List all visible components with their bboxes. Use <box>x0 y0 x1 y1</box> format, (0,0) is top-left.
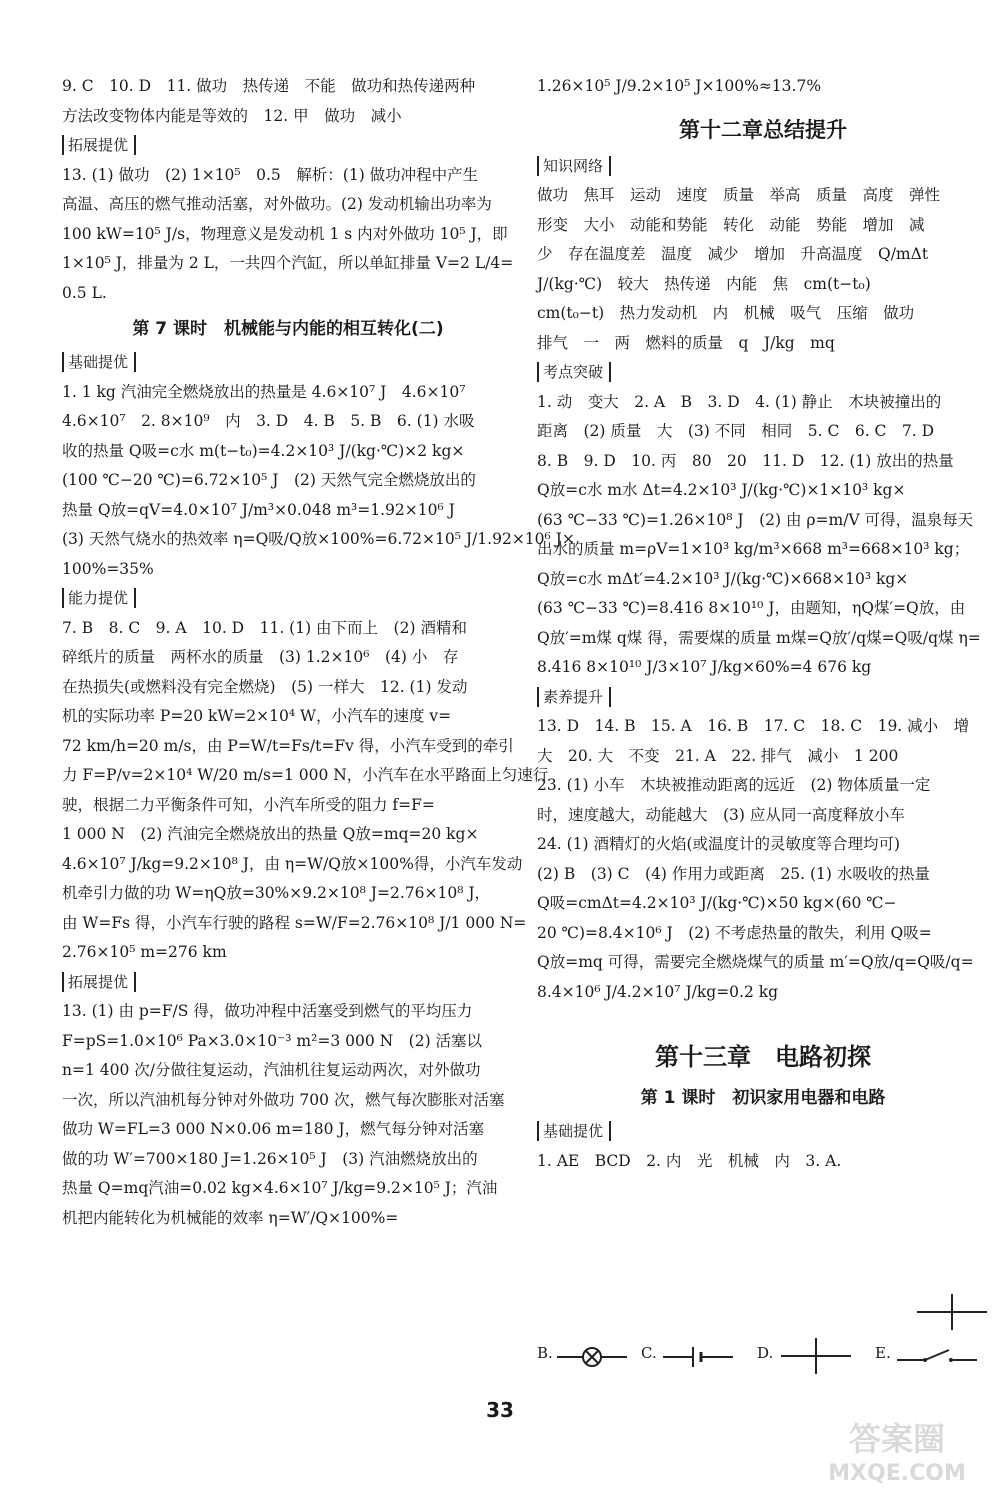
text-line: 1. 动 变大 2. A B 3. D 4. (1) 静止 木块被撞出的 <box>537 392 942 411</box>
lamp-symbol-icon <box>557 1344 627 1370</box>
section-label: 能力提优 <box>62 588 132 608</box>
section-row <box>62 968 514 998</box>
text-line: 大 20. 大 不变 21. A 22. 排气 减小 1 200 <box>537 746 899 765</box>
text-line: 13. (1) 做功 (2) 1×10⁵ 0.5 解析：(1) 做功冲程中产生 <box>62 165 479 184</box>
text-line: 2.76×10⁵ m=276 km <box>62 943 227 961</box>
text-line: 方法改变物体内能是等效的 12. 甲 做功 减小 <box>62 106 402 125</box>
text-line: 少 存在温度差 温度 减少 增加 升高温度 Q/mΔt <box>537 245 929 263</box>
lesson-heading: 第 7 课时 机械能与内能的相互转化(二) <box>132 319 444 339</box>
text-line: 100 kW=10⁵ J/s，物理意义是发动机 1 s 内对外做功 10⁵ J，即 <box>62 224 508 243</box>
watermark-logo <box>812 1410 982 1488</box>
text-line: (63 ℃−33 ℃)=8.416 8×10¹⁰ J，由题知，ηQ煤′=Q放，由 <box>537 599 966 617</box>
text-line: n=1 400 次/分做往复运动，汽油机往复运动两次，对外做功 <box>62 1061 481 1079</box>
text-line: 碎纸片的质量 两杯水的质量 (3) 1.2×10⁶ (4) 小 存 <box>62 648 459 666</box>
text-line: 收的热量 Q吸=c水 m(t−t₀)=4.2×10³ J/(kg·℃)×2 kg× <box>62 441 465 460</box>
text-line: (2) B (3) C (4) 作用力或距离 25. (1) 水吸收的热量 <box>537 864 930 883</box>
text-line: 8. B 9. D 10. 丙 80 20 11. D 12. (1) 放出的热量 <box>537 451 954 470</box>
section-row <box>537 1117 989 1147</box>
text-line: Q放=mq 可得，需要完全燃烧煤气的质量 m′=Q放/q=Q吸/q= <box>537 953 974 971</box>
text-line: 时，速度越大，动能越大 (3) 应从同一高度释放小车 <box>537 805 905 824</box>
section-label: 素养提升 <box>537 687 607 707</box>
text-line: 做功 焦耳 运动 速度 质量 举高 质量 高度 弹性 <box>537 186 941 204</box>
symbol-a-crossing-icon <box>917 1292 987 1332</box>
text-line: 高温、高压的燃气推动活塞，对外做功。(2) 发动机输出功率为 <box>62 195 492 213</box>
section-row <box>62 348 514 378</box>
text-line: 1×10⁵ J，排量为 2 L，一共四个汽缸，所以单缸排量 V=2 L/4= <box>62 254 514 272</box>
text-line: 排气 一 两 燃料的质量 q J/kg mq <box>537 333 835 352</box>
text-line: 0.5 L. <box>62 283 107 302</box>
text-line: Q吸=cmΔt=4.2×10³ J/(kg·℃)×50 kg×(60 ℃− <box>537 894 897 912</box>
section-label: 基础提优 <box>62 352 132 372</box>
text-line: 4.6×10⁷ J/kg=9.2×10⁸ J，由 η=W/Q放×100%得，小汽车发动 <box>62 854 523 873</box>
text-line: 距离 (2) 质量 大 (3) 不同 相同 5. C 6. C 7. D <box>537 422 935 440</box>
section-label: 考点突破 <box>537 362 607 382</box>
text-line: (3) 天然气烧水的热效率 η=Q吸/Q放×100%=6.72×10⁵ J/1.92×10⁶ J× <box>62 530 575 548</box>
symbol-c-label: C. <box>641 1344 657 1362</box>
text-line: (63 ℃−33 ℃)=1.26×10⁸ J (2) 由 ρ=m/V 可得，温泉每天 <box>537 510 974 529</box>
text-line: 力 F=P/v=2×10⁴ W/20 m/s=1 000 N，小汽车在水平路面上匀速行 <box>62 766 549 784</box>
text-line: 13. (1) 由 p=F/S 得，做功冲程中活塞受到燃气的平均压力 <box>62 1002 473 1020</box>
text-line: 20 ℃)=8.4×10⁶ J (2) 不考虑热量的散失，利用 Q吸= <box>537 923 932 942</box>
watermark-text: 答案圈 <box>848 1420 946 1458</box>
text-line: Q放=c水 m水 Δt=4.2×10³ J/(kg·℃)×1×10³ kg× <box>537 481 906 499</box>
section-label: 知识网络 <box>537 156 607 176</box>
section-row <box>537 152 989 182</box>
text-line: 机把内能转化为机械能的效率 η=W′/Q×100%= <box>62 1208 399 1227</box>
text-line: 13. D 14. B 15. A 16. B 17. C 18. C 19. 减小 增 <box>537 717 970 735</box>
text-line: 24. (1) 酒精灯的火焰(或温度计的灵敏度等合理均可) <box>537 835 901 853</box>
section-row <box>62 131 514 161</box>
wire-junction-symbol-icon <box>781 1336 851 1376</box>
symbol-b-label: B. <box>537 1344 553 1362</box>
battery-symbol-icon <box>663 1344 733 1370</box>
section-label: 拓展提优 <box>62 972 132 992</box>
text-line: 形变 大小 动能和势能 转化 动能 势能 增加 减 <box>537 215 925 234</box>
symbol-e-label: E. <box>875 1344 891 1362</box>
text-line: 1.26×10⁵ J/9.2×10⁵ J×100%≈13.7% <box>537 77 822 95</box>
section-row <box>537 358 989 388</box>
text-line: 机牵引力做的功 W=ηQ放=30%×9.2×10⁸ J=2.76×10⁸ J， <box>62 884 491 902</box>
text-line: 做功 W=FL=3 000 N×0.06 m=180 J，燃气每分钟对活塞 <box>62 1120 485 1138</box>
text-line: 1 000 N (2) 汽油完全燃烧放出的热量 Q放=mq=20 kg× <box>62 825 479 843</box>
text-line: cm(t₀−t) 热力发动机 内 机械 吸气 压缩 做功 <box>537 304 915 322</box>
text-line: 在热损失(或燃料没有完全燃烧) (5) 一样大 12. (1) 发动 <box>62 677 468 696</box>
text-line: Q放=c水 mΔt′=4.2×10³ J/(kg·℃)×668×10³ kg× <box>537 569 909 588</box>
symbol-d-label: D. <box>757 1344 774 1362</box>
circuit-symbols <box>537 1290 989 1380</box>
text-line: 8.4×10⁶ J/4.2×10⁷ J/kg=0.2 kg <box>537 982 779 1001</box>
text-line: 23. (1) 小车 木块被推动距离的远近 (2) 物体质量一定 <box>537 776 931 794</box>
text-line: (100 ℃−20 ℃)=6.72×10⁵ J (2) 天然气完全燃烧放出的 <box>62 471 476 489</box>
section-row <box>537 683 989 713</box>
text-line: 9. C 10. D 11. 做功 热传递 不能 做功和热传递两种 <box>62 77 476 95</box>
text-line: 一次，所以汽油机每分钟对外做功 700 次，燃气每次膨胀对活塞 <box>62 1090 505 1109</box>
text-line: 由 W=Fs 得，小汽车行驶的路程 s=W/F=2.76×10⁸ J/1 000 N= <box>62 913 527 932</box>
text-line: 7. B 8. C 9. A 10. D 11. (1) 由下而上 (2) 酒精和 <box>62 618 467 637</box>
text-line: 驶，根据二力平衡条件可知，小汽车所受的阻力 f=F= <box>62 795 435 814</box>
text-line: 1. AE BCD 2. 内 光 机械 内 3. A. <box>537 1151 842 1170</box>
watermark-url: MXQE.COM <box>828 1461 966 1486</box>
switch-symbol-icon <box>897 1344 977 1370</box>
text-line: J/(kg·℃) 较大 热传递 内能 焦 cm(t−t₀) <box>537 274 871 293</box>
text-line: 4.6×10⁷ 2. 8×10⁹ 内 3. D 4. B 5. B 6. (1) 水吸 <box>62 412 475 430</box>
text-line: 机的实际功率 P=20 kW=2×10⁴ W，小汽车的速度 v= <box>62 707 452 725</box>
text-line: 热量 Q=mq汽油=0.02 kg×4.6×10⁷ J/kg=9.2×10⁵ J；汽油 <box>62 1179 498 1197</box>
text-line: 1. 1 kg 汽油完全燃烧放出的热量是 4.6×10⁷ J 4.6×10⁷ <box>62 382 466 401</box>
chapter-title: 第十二章总结提升 <box>679 117 847 142</box>
text-line: Q放′=m煤 q煤 得，需要煤的质量 m煤=Q放′/q煤=Q吸/q煤 η= <box>537 628 981 647</box>
section-label: 基础提优 <box>537 1121 607 1141</box>
text-line: 100%=35% <box>62 559 154 578</box>
text-line: 做的功 W′=700×180 J=1.26×10⁵ J (3) 汽油燃烧放出的 <box>62 1149 478 1168</box>
page-number: 33 <box>486 1398 514 1422</box>
text-line: 72 km/h=20 m/s，由 P=W/t=Fs/t=Fv 得，小汽车受到的牵引 <box>62 736 514 755</box>
text-line: 8.416 8×10¹⁰ J/3×10⁷ J/kg×60%=4 676 kg <box>537 658 872 676</box>
section-row <box>62 584 514 614</box>
chapter-title: 第十三章 电路初探 <box>655 1043 871 1071</box>
section-label: 拓展提优 <box>62 135 132 155</box>
text-line: 热量 Q放=qV=4.0×10⁷ J/m³×0.048 m³=1.92×10⁶ J <box>62 500 455 519</box>
lesson-heading: 第 1 课时 初识家用电器和电路 <box>640 1088 886 1108</box>
text-line: 出水的质量 m=ρV=1×10³ kg/m³×668 m³=668×10³ kg； <box>537 540 970 558</box>
text-line: F=pS=1.0×10⁶ Pa×3.0×10⁻³ m²=3 000 N (2) 活塞以 <box>62 1031 483 1050</box>
right-column <box>537 72 989 1176</box>
